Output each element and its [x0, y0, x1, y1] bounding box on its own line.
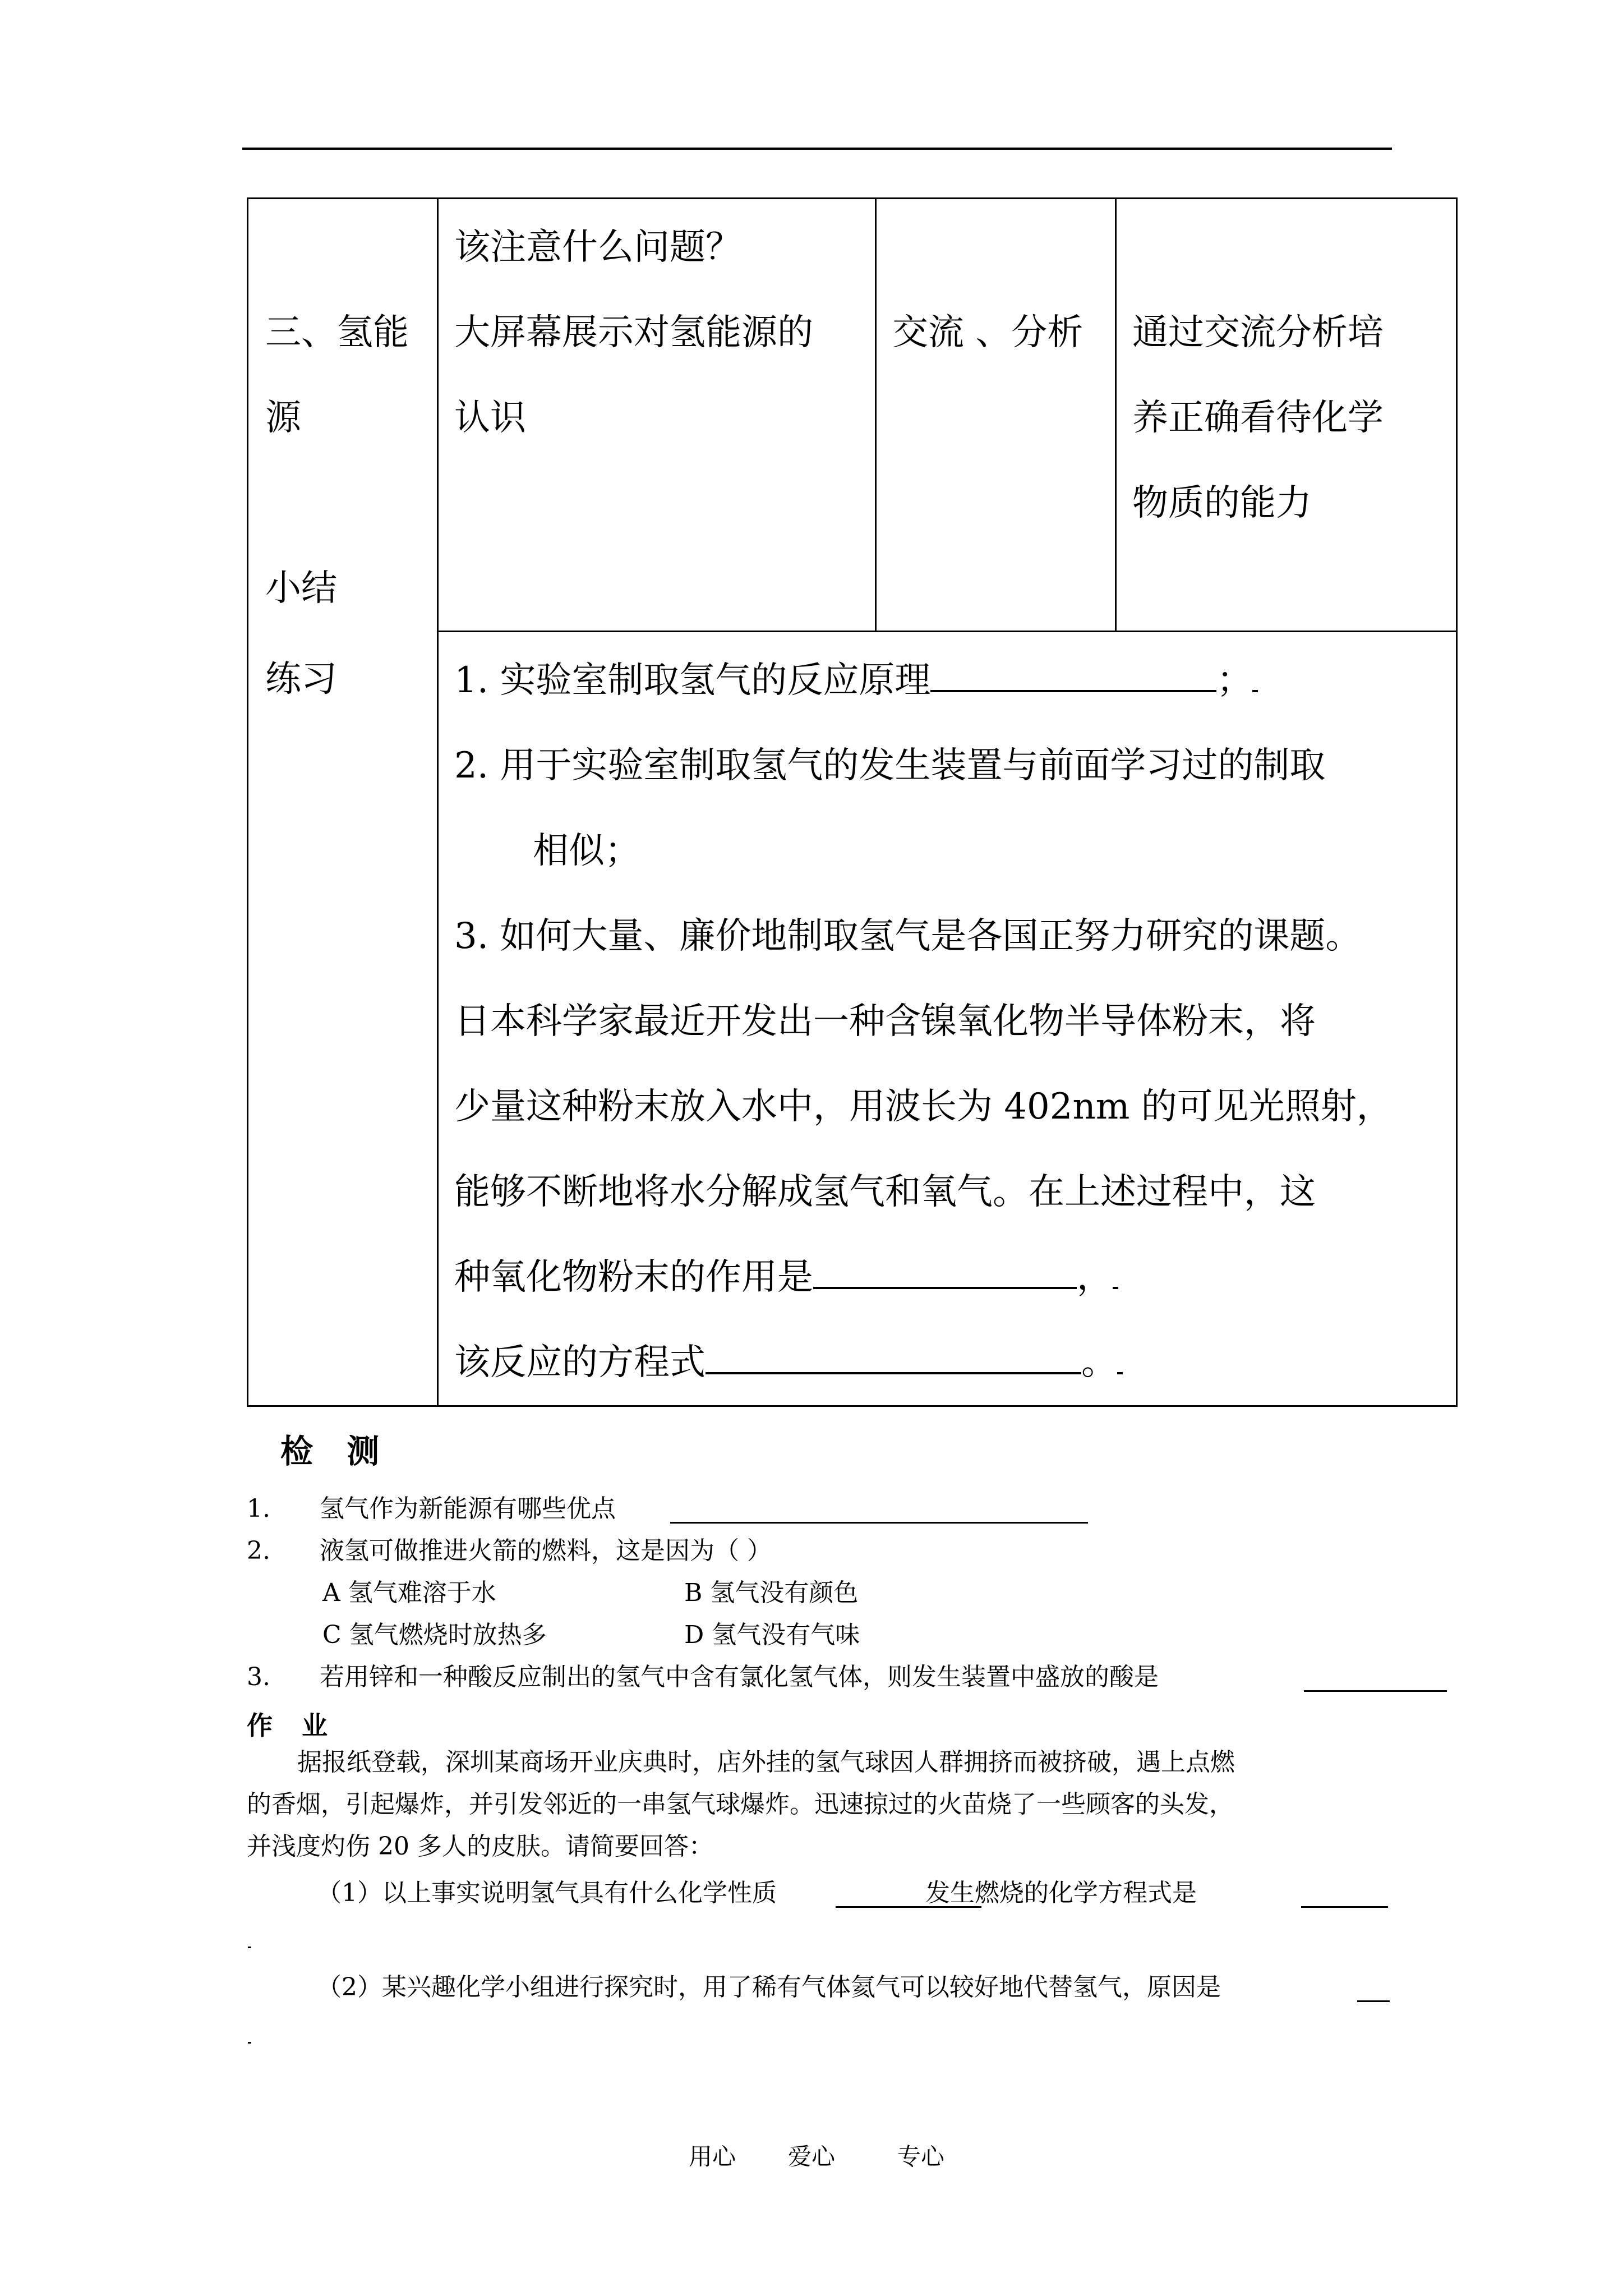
answer-blank-test-q3 — [1304, 1690, 1447, 1692]
line-mark-1 — [248, 1947, 251, 1948]
answer-blank-hw-q2 — [1357, 2000, 1390, 2002]
section-title-homework: 作 业 — [247, 1710, 338, 1741]
option-b: B 氢气没有颜色 — [684, 1579, 859, 1607]
option-c: C 氢气燃烧时放热多 — [322, 1621, 547, 1649]
footer-zhuanxin: 专心 — [897, 2143, 945, 2170]
cell-hydrogen-energy — [248, 199, 438, 632]
text-design-intent: 通过交流分析培养正确看待化学物质的能力 — [1132, 312, 1384, 524]
section-title-test: 检 测 — [280, 1432, 391, 1470]
test-q3: 3. 若用锌和一种酸反应制出的氢气中含有氯化氢气体，则发生装置中盛放的酸是 — [247, 1663, 1159, 1691]
option-d: D 氢气没有气味 — [684, 1621, 860, 1649]
answer-blank-q3-role — [813, 1253, 1077, 1289]
homework-para-line1: 据报纸登载，深圳某商场开业庆典时，店外挂的氢气球因人群拥挤而被挤破，遇上点燃 — [297, 1748, 1235, 1777]
answer-blank-q3-equation — [706, 1338, 1081, 1374]
practice-q3-line4: 能够不断地将水分解成氢气和氧气。在上述过程中，这 — [454, 1171, 1316, 1213]
footer-aixin: 爱心 — [788, 2143, 836, 2170]
text-discuss-analyze: 交流 、分析 — [892, 312, 1083, 353]
practice-q3-line2: 日本科学家最近开发出一种含镍氧化物半导体粉末，将 — [454, 1000, 1316, 1042]
cell-practice-content — [438, 631, 1457, 1406]
text-attention-question: 该注意什么问题？ — [454, 227, 741, 268]
practice-q3-line1: 3. 如何大量、廉价地制取氢气是各国正努力研究的课题。 — [454, 915, 1362, 957]
practice-q3-line6: 该反应的方程式 。 — [454, 1320, 1456, 1405]
label-summary: 小结 — [265, 568, 337, 609]
practice-q2-line1: 2. 用于实验室制取氢气的发生装置与前面学习过的制取 — [454, 744, 1326, 786]
practice-q2-line2: 相似； — [533, 830, 640, 872]
footer-yongxin: 用心 — [689, 2143, 736, 2170]
practice-q1: 1. 实验室制取氢气的反应原理 ； — [454, 638, 1456, 723]
line-mark-2 — [248, 2042, 251, 2044]
answer-blank-q1 — [930, 656, 1216, 692]
cell-practice — [248, 631, 438, 1406]
lesson-table — [247, 197, 1458, 1407]
practice-q3-line3: 少量这种粉末放入水中，用波长为 402nm 的可见光照射， — [454, 1085, 1393, 1128]
homework-q2: （2）某兴趣化学小组进行探究时，用了稀有气体氦气可以较好地代替氢气，原因是 — [317, 1973, 1221, 2001]
answer-blank-q3-equation-tail — [1117, 1338, 1123, 1374]
homework-q1: （1）以上事实说明氢气具有什么化学性质 发生燃烧的化学方程式是 — [317, 1879, 1197, 1907]
answer-blank-q3-role-tail — [1113, 1253, 1118, 1289]
header-rule — [242, 148, 1392, 150]
label-practice: 练习 — [265, 659, 337, 700]
practice-q3-line5: 种氧化物粉末的作用是 ， — [454, 1235, 1456, 1320]
homework-para-line2: 的香烟，引起爆炸，并引发邻近的一串氢气球爆炸。迅速掠过的火苗烧了一些顾客的头发， — [247, 1790, 1234, 1819]
cell-student-activity — [876, 199, 1116, 632]
answer-blank-hw-q1-equation — [1301, 1906, 1388, 1908]
test-q1: 1. 氢气作为新能源有哪些优点 — [247, 1494, 616, 1523]
text-screen-display: 大屏幕展示对氢能源的认识 — [454, 312, 813, 439]
answer-blank-test-q1 — [670, 1522, 1088, 1524]
test-q2: 2. 液氢可做推进火箭的燃料，这是因为（ ） — [247, 1536, 772, 1565]
cell-teacher-activity — [438, 199, 876, 632]
homework-para-line3: 并浅度灼伤 20 多人的皮肤。请简要回答： — [247, 1832, 713, 1861]
cell-design-intent — [1116, 199, 1457, 632]
label-hydrogen-energy: 三、氢能源 — [265, 312, 409, 439]
answer-blank-q1-tail — [1252, 656, 1258, 692]
answer-blank-hw-q1-property — [836, 1906, 981, 1908]
option-a: A 氢气难溶于水 — [322, 1579, 496, 1607]
